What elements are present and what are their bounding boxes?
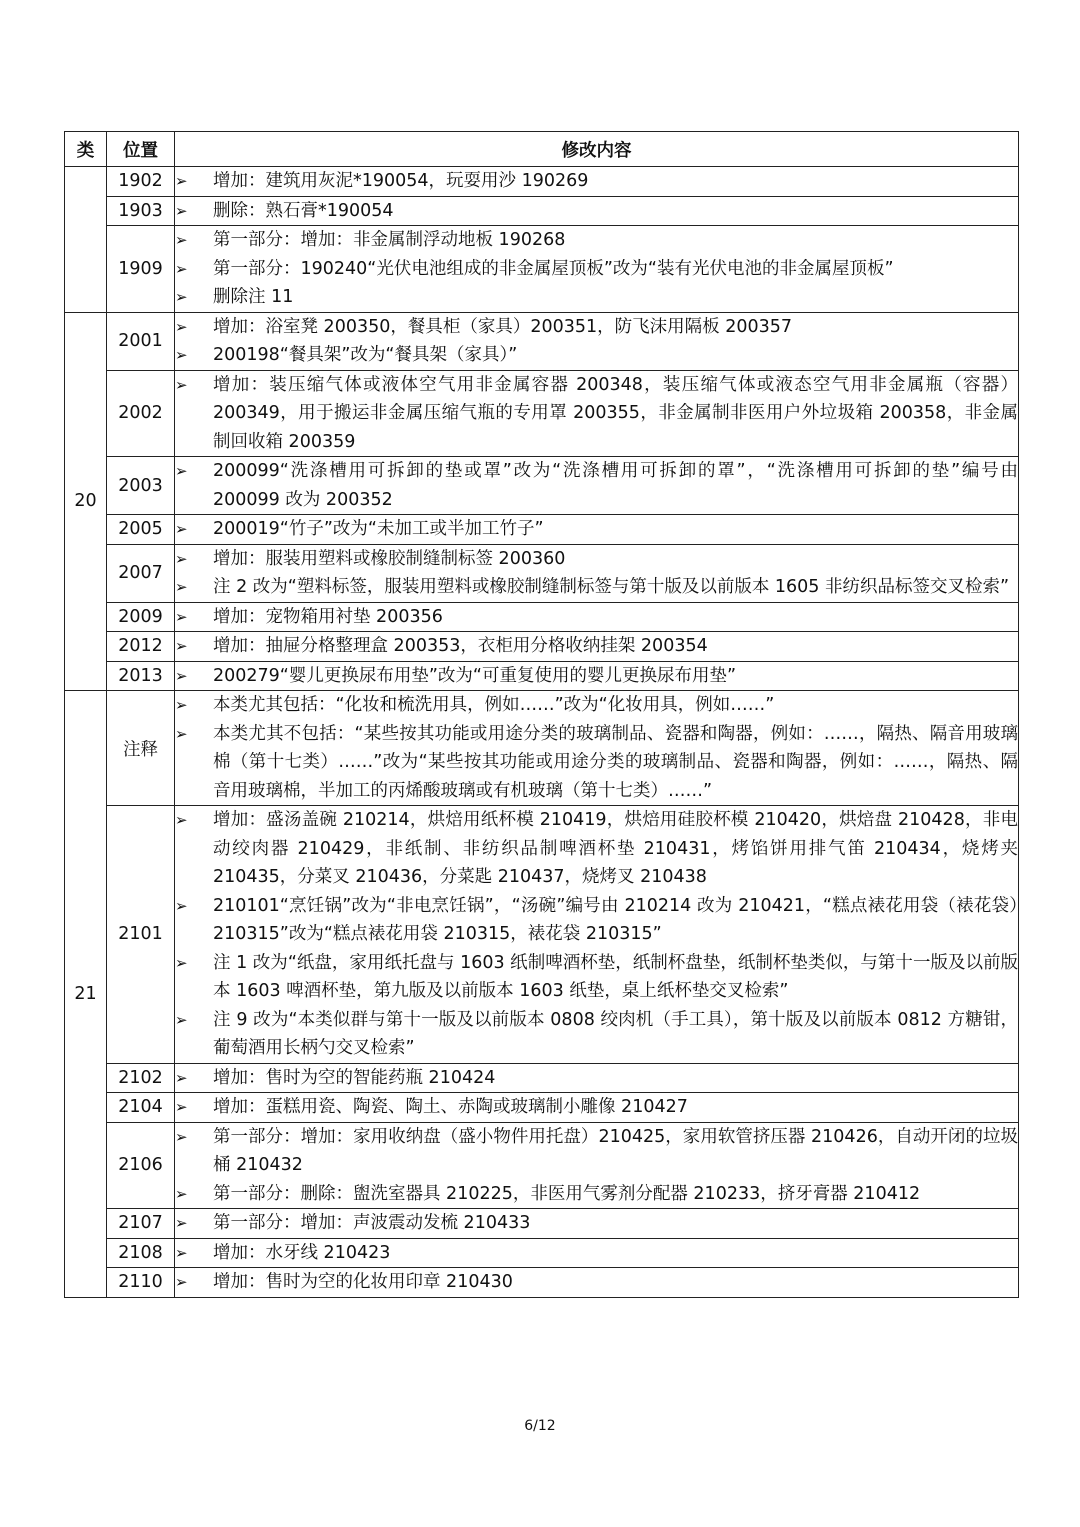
position-cell: 2101 [107,806,175,1064]
arrow-bullet-icon: ➢ [175,637,188,655]
table-row [65,661,1019,691]
arrow-bullet-icon: ➢ [175,811,188,829]
position-cell: 1903 [107,196,175,226]
revision-text: 增加：抽屉分格整理盒 200353，衣柜用分格收纳挂架 200354 [213,636,708,656]
table-row [65,196,1019,226]
class-cell: 20 [65,312,107,691]
revision-item [175,341,1018,370]
table-body [65,167,1019,1298]
revision-text: 增加：宠物箱用衬垫 200356 [213,606,443,627]
arrow-bullet-icon: ➢ [175,1273,188,1291]
content-cell [175,1268,1019,1298]
revision-text: 第一部分：增加：非金属制浮动地板 190268 [213,230,566,250]
position-cell: 1902 [107,167,175,197]
revision-item [175,632,1018,661]
revision-text: 增加：浴室凳 200350，餐具柜（家具）200351，防飞沫用隔板 200357 [213,316,793,337]
position-cell: 2107 [107,1209,175,1239]
arrow-bullet-icon: ➢ [175,1068,188,1087]
revision-text: 本类尤其包括：“化妆和梳洗用具，例如……”改为“化妆用具，例如……” [213,695,775,715]
class-cell [65,167,107,313]
revision-item [175,1239,1018,1268]
revision-item [175,197,1018,226]
class-cell: 21 [65,691,107,1298]
revision-text: 注 2 改为“塑料标签，服装用塑料或橡胶制缝制标签与第十版及以前版本 1605 非纺织品标签交叉检索” [213,577,1010,597]
content-cell [175,226,1019,313]
arrow-bullet-icon: ➢ [175,172,188,190]
arrow-bullet-icon: ➢ [175,1184,188,1203]
arrow-bullet-icon: ➢ [175,317,188,336]
table-row [65,370,1019,457]
content-cell [175,370,1019,457]
revision-text: 第一部分：增加：家用收纳盘（盛小物件用托盘）210425，家用软管挤压器 210426，自动开闭的垃圾桶 210432 [213,1126,1018,1175]
revision-item [175,283,1018,312]
revision-text: 增加：蛋糕用瓷、陶瓷、陶土、赤陶或玻璃制小雕像 210427 [213,1097,688,1117]
arrow-bullet-icon: ➢ [175,288,188,306]
header-content: 修改内容 [175,132,1019,167]
content-cell [175,312,1019,370]
table-row [65,515,1019,545]
arrow-bullet-icon: ➢ [175,1214,188,1232]
revision-text: 第一部分：增加：声波震动发梳 210433 [213,1213,531,1233]
position-cell: 2009 [107,602,175,632]
position-cell: 2012 [107,632,175,662]
revision-text: 增加：装压缩气体或液体空气用非金属容器 200348，装压缩气体或液态空气用非金属瓶（容器）200349，用于搬运非金属压缩气瓶的专用罩 200355，非金属制非医用户外垃圾箱 200358，非金属制回收箱 200359 [213,374,1018,452]
page-number: 6/12 [524,1418,556,1434]
revision-text: 210101“烹饪锅”改为“非电烹饪锅”，“汤碗”编号由 210214 改为 210421，“糕点裱花用袋（裱花袋）210315”改为“糕点裱花用袋 210315，裱花袋 210315” [213,895,1018,944]
table-row [65,1093,1019,1123]
content-cell [175,1238,1019,1268]
revision-text: 增加：盛汤盖碗 210214，烘焙用纸杯模 210419，烘焙用硅胶杯模 210420，烘焙盘 210428，非电动绞肉器 210429，非纸制、非纺织品制啤酒杯垫 210431，烤馅饼用排气笛 210434，烧烤夹 210435，分菜叉 210436，分菜匙 210437，烧烤叉 210438 [213,810,1018,887]
table-row [65,632,1019,662]
revision-text: 增加：售时为空的智能药瓶 210424 [213,1067,496,1088]
header-row [65,132,1019,167]
arrow-bullet-icon: ➢ [175,724,188,743]
position-cell: 1909 [107,226,175,313]
header-class: 类 [65,132,107,167]
revision-text: 200198“餐具架”改为“餐具架（家具）” [213,345,518,365]
revision-item [175,603,1018,632]
table-row [65,806,1019,1064]
revision-item [175,1006,1018,1063]
revision-text: 第一部分：删除：盥洗室器具 210225，非医用气雾剂分配器 210233，挤牙膏器 210412 [213,1183,921,1204]
revision-item [175,1093,1018,1122]
revision-item [175,1123,1018,1180]
revision-item [175,545,1018,574]
revision-text: 200099“洗涤槽用可拆卸的垫或罩”改为“洗涤槽用可拆卸的罩”，“洗涤槽用可拆卸的垫”编号由 200099 改为 200352 [213,461,1018,510]
table-row [65,312,1019,370]
content-cell [175,602,1019,632]
revision-text: 增加：水牙线 210423 [213,1242,391,1263]
arrow-bullet-icon: ➢ [175,1098,188,1116]
revision-text: 200019“竹子”改为“未加工或半加工竹子” [213,519,544,539]
content-cell [175,806,1019,1064]
arrow-bullet-icon: ➢ [175,201,188,220]
arrow-bullet-icon: ➢ [175,607,188,626]
table-row [65,1238,1019,1268]
revision-text: 删除注 11 [213,287,294,307]
content-cell [175,1093,1019,1123]
arrow-bullet-icon: ➢ [175,578,188,596]
table-row [65,691,1019,806]
revision-item [175,313,1018,342]
position-cell: 2003 [107,457,175,515]
revision-text: 注 1 改为“纸盘，家用纸托盘与 1603 纸制啤酒杯垫，纸制杯盘垫，纸制杯垫类似，与第十一版及以前版本 1603 啤酒杯垫，第九版及以前版本 1603 纸垫，桌上纸杯垫交叉检索” [213,952,1018,1001]
position-cell: 2110 [107,1268,175,1298]
revision-item [175,167,1018,196]
revision-table [64,131,1019,1298]
arrow-bullet-icon: ➢ [175,953,188,972]
position-cell: 2108 [107,1238,175,1268]
position-cell: 2106 [107,1122,175,1209]
arrow-bullet-icon: ➢ [175,520,188,538]
arrow-bullet-icon: ➢ [175,259,188,278]
revision-item [175,573,1018,602]
revision-item [175,691,1018,720]
revision-item [175,662,1018,691]
revision-item [175,255,1018,284]
revision-item [175,949,1018,1006]
position-cell: 2013 [107,661,175,691]
table-row [65,457,1019,515]
revision-item [175,1268,1018,1297]
position-cell: 2104 [107,1093,175,1123]
table-row [65,226,1019,313]
table-row [65,544,1019,602]
revision-text: 注 9 改为“本类似群与第十一版及以前版本 0808 绞肉机（手工具），第十版及以前版本 0812 方糖钳，葡萄酒用长柄勺交叉检索” [213,1009,1018,1058]
revision-item [175,720,1018,806]
arrow-bullet-icon: ➢ [175,346,188,364]
arrow-bullet-icon: ➢ [175,896,188,915]
position-cell: 2001 [107,312,175,370]
position-cell: 2007 [107,544,175,602]
arrow-bullet-icon: ➢ [175,666,188,685]
position-cell: 2102 [107,1063,175,1093]
revision-text: 本类尤其不包括：“某些按其功能或用途分类的玻璃制品、瓷器和陶器，例如：……，隔热、隔音用玻璃棉（第十七类）……”改为“某些按其功能或用途分类的玻璃制品、瓷器和陶器，例如：……，隔热、隔音用玻璃棉，半加工的丙烯酸玻璃或有机玻璃（第十七类）……” [213,723,1018,801]
arrow-bullet-icon: ➢ [175,696,188,714]
revision-text: 增加：建筑用灰泥*190054，玩耍用沙 190269 [213,171,589,191]
revision-item [175,1180,1018,1209]
content-cell [175,515,1019,545]
content-cell [175,1122,1019,1209]
revision-text: 第一部分：190240“光伏电池组成的非金属屋顶板”改为“装有光伏电池的非金属屋顶板” [213,258,894,279]
content-cell [175,1209,1019,1239]
content-cell [175,691,1019,806]
content-cell [175,196,1019,226]
revision-text: 删除：熟石膏*190054 [213,200,394,221]
arrow-bullet-icon: ➢ [175,1127,188,1146]
position-cell: 注释 [107,691,175,806]
arrow-bullet-icon: ➢ [175,1243,188,1262]
revision-item [175,1064,1018,1093]
revision-item [175,226,1018,255]
arrow-bullet-icon: ➢ [175,549,188,568]
revision-item [175,892,1018,949]
content-cell [175,1063,1019,1093]
arrow-bullet-icon: ➢ [175,231,188,249]
revision-text: 增加：售时为空的化妆用印章 210430 [213,1272,513,1292]
content-cell [175,632,1019,662]
position-cell: 2002 [107,370,175,457]
table-row [65,1063,1019,1093]
revision-text: 增加：服装用塑料或橡胶制缝制标签 200360 [213,548,566,569]
content-cell [175,544,1019,602]
table-row [65,1122,1019,1209]
revision-item [175,457,1018,514]
table-row [65,602,1019,632]
revision-item [175,515,1018,544]
header-position: 位置 [107,132,175,167]
revision-item [175,371,1018,457]
table-row [65,1268,1019,1298]
arrow-bullet-icon: ➢ [175,375,188,394]
revision-item [175,806,1018,892]
revision-item [175,1209,1018,1238]
content-cell [175,167,1019,197]
arrow-bullet-icon: ➢ [175,462,188,480]
table-row [65,1209,1019,1239]
content-cell [175,457,1019,515]
revision-text: 200279“婴儿更换尿布用垫”改为“可重复使用的婴儿更换尿布用垫” [213,665,737,686]
content-cell [175,661,1019,691]
arrow-bullet-icon: ➢ [175,1010,188,1029]
table-row [65,167,1019,197]
position-cell: 2005 [107,515,175,545]
